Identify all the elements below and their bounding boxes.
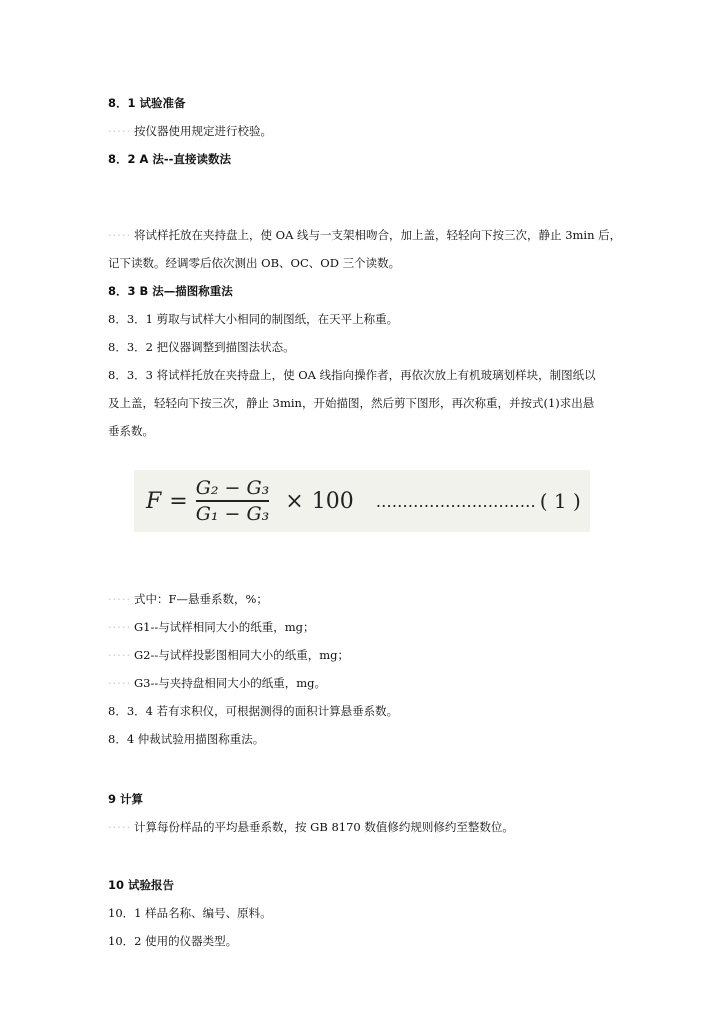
where-g3 [108, 676, 326, 690]
paragraph-8-2-line-2: 记下读数。经调零后依次测出 OB、OC、OD 三个读数。 [108, 256, 401, 270]
drape-coefficient-formula [146, 474, 581, 528]
indent-marker: ····· [108, 820, 132, 834]
heading-10: 10 试验报告 [108, 878, 175, 892]
clause-8-3-3-line-3: 垂系数。 [108, 424, 154, 438]
formula-lhs: F [146, 488, 162, 514]
formula-denominator: G₁ − G₃ [195, 502, 270, 525]
formula-leader-dots: ………………………… [375, 491, 536, 511]
indent-marker: ····· [108, 620, 132, 634]
paragraph-text: 将试样托放在夹持盘上，使 OA 线与一支架相吻合，加上盖，轻轻向下按三次，静止 3min 后， [134, 228, 622, 242]
formula-equation-number: ( 1 ) [539, 489, 581, 513]
paragraph-8-2-line-1 [108, 228, 621, 242]
indent-marker: ····· [108, 676, 132, 690]
formula-fraction [196, 477, 270, 525]
clause-10-2: 10．2 使用的仪器类型。 [108, 934, 238, 948]
paragraph-8-1 [108, 124, 272, 138]
formula-factor: 100 [311, 488, 354, 514]
indent-marker: ····· [108, 124, 132, 138]
paragraph-text: 式中：F—悬垂系数，%； [134, 592, 268, 606]
formula-numerator: G₂ − G₃ [195, 477, 270, 500]
where-intro [108, 592, 268, 606]
formula-equals: = [169, 488, 188, 514]
paragraph-text: G1--与试样相同大小的纸重，mg； [134, 620, 315, 634]
indent-marker: ····· [108, 592, 132, 606]
clause-8-3-3-line-2: 及上盖，轻轻向下按三次，静止 3min，开始描图，然后剪下图形，再次称重，并按式(1)求出悬 [108, 396, 595, 410]
clause-8-3-2: 8．3．2 把仪器调整到描图法状态。 [108, 340, 295, 354]
heading-8-1: 8．1 试验准备 [108, 96, 186, 110]
where-g1 [108, 620, 315, 634]
heading-9: 9 计算 [108, 792, 144, 806]
clause-8-3-4: 8．3．4 若有求积仪，可根据测得的面积计算悬垂系数。 [108, 704, 399, 718]
paragraph-text: 按仪器使用规定进行校验。 [134, 124, 272, 138]
clause-8-3-3-line-1: 8．3．3 将试样托放在夹持盘上，使 OA 线指向操作者，再依次放上有机玻璃划样块，制图纸以 [108, 368, 596, 382]
clause-10-1: 10．1 样品名称、编号、原料。 [108, 906, 272, 920]
fraction-bar [196, 500, 270, 502]
paragraph-9 [108, 820, 514, 834]
paragraph-text: G3--与夹持盘相同大小的纸重，mg。 [134, 676, 327, 690]
indent-marker: ····· [108, 228, 132, 242]
where-g2 [108, 648, 349, 662]
formula-times: × [285, 488, 304, 514]
clause-8-3-1: 8．3．1 剪取与试样大小相同的制图纸，在天平上称重。 [108, 312, 399, 326]
heading-8-3: 8．3 B 法—描图称重法 [108, 284, 233, 298]
clause-8-4: 8．4 仲裁试验用描图称重法。 [108, 732, 265, 746]
paragraph-text: 计算每份样品的平均悬垂系数，按 GB 8170 数值修约规则修约至整数位。 [134, 820, 514, 834]
indent-marker: ····· [108, 648, 132, 662]
heading-8-2: 8．2 A 法--直接读数法 [108, 152, 231, 166]
paragraph-text: G2--与试样投影图相同大小的纸重，mg； [134, 648, 350, 662]
